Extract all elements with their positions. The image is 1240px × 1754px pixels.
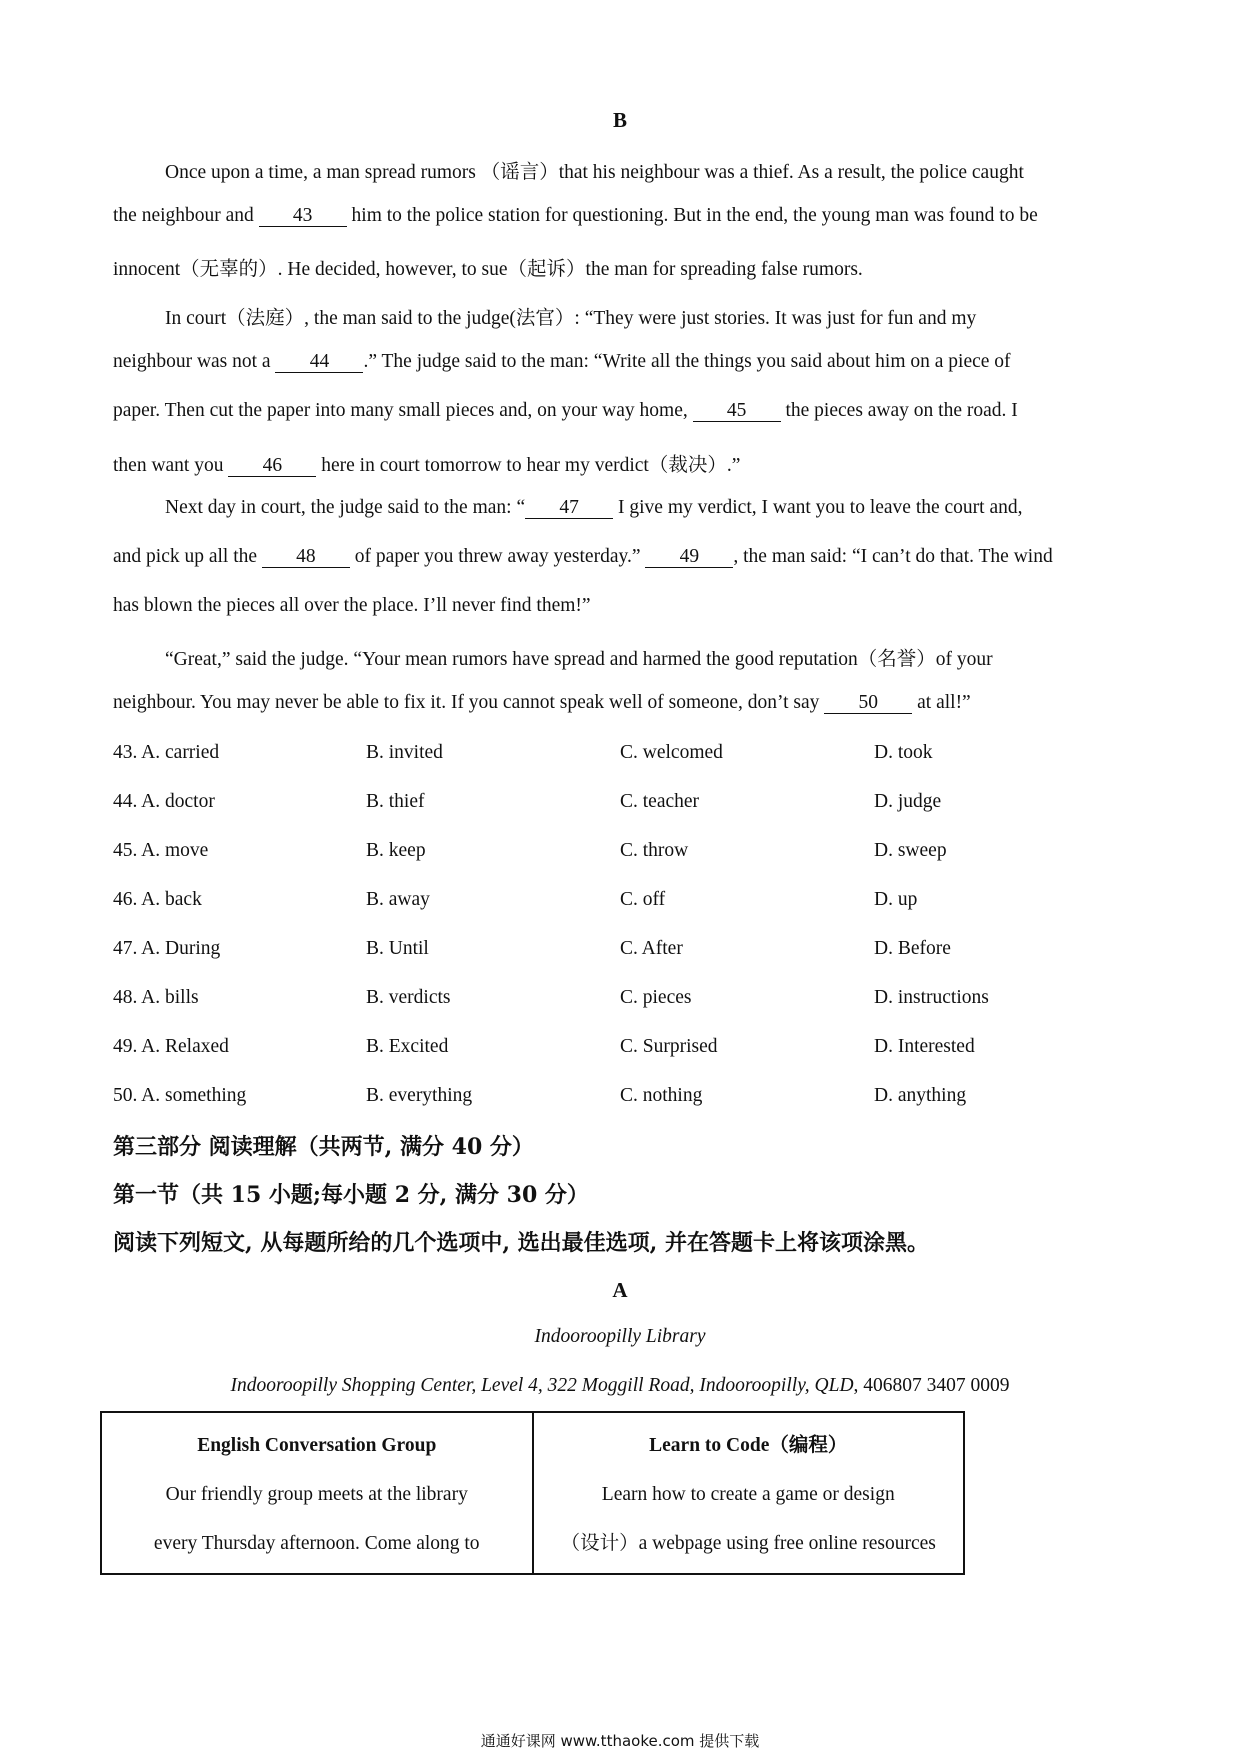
passage-b-p4-line1: “Great,” said the judge. “Your mean rumors have spread and harmed the good reputation（名誉）of your [165, 649, 993, 670]
text: .” The judge said to the man: “Write all the things you said about him on a piece of [363, 351, 1011, 372]
option-44-b: B. thief [366, 791, 425, 812]
option-48-a: 48. A. bills [113, 987, 199, 1008]
text: the neighbour and [113, 205, 259, 226]
option-49-d: D. Interested [874, 1036, 975, 1057]
option-50-b: B. everything [366, 1085, 473, 1106]
option-43-a: 43. A. carried [113, 742, 220, 763]
passage-b-p3-line2 [113, 546, 1053, 568]
activity-box-code [533, 1412, 965, 1574]
option-44-c: C. teacher [620, 791, 700, 812]
option-48-d: D. instructions [874, 987, 989, 1008]
text: , the man said: “I can’t do that. The wind [733, 546, 1053, 567]
option-46-a: 46. A. back [113, 889, 202, 910]
library-name: Indooroopilly Library [534, 1326, 706, 1347]
text: at all!” [912, 692, 971, 713]
activity-line: （设计）a webpage using free online resources [560, 1533, 936, 1554]
option-45-c: C. throw [620, 840, 689, 861]
blank-44: 44 [275, 352, 363, 373]
passage-a-heading: A [612, 1278, 628, 1302]
option-47-c: C. After [620, 938, 683, 959]
activity-title: English Conversation Group [197, 1435, 437, 1456]
text: paper. Then cut the paper into many small pieces and, on your way home, [113, 400, 693, 421]
option-49-a: 49. A. Relaxed [113, 1036, 229, 1057]
option-46-b: B. away [366, 889, 430, 910]
blank-46: 46 [228, 456, 316, 477]
blank-49: 49 [645, 547, 733, 568]
text: Next day in court, the judge said to the man: “ [165, 497, 526, 518]
option-49-b: B. Excited [366, 1036, 449, 1057]
option-46-c: C. off [620, 889, 666, 910]
passage-b-p1-line3: innocent（无辜的）. He decided, however, to sue（起诉）the man for spreading false rumors. [113, 259, 863, 280]
passage-b-p2-line2 [113, 351, 1011, 373]
option-45-d: D. sweep [874, 840, 947, 861]
passage-b-p3-line1 [165, 497, 1023, 519]
passage-b-p1-line1: Once upon a time, a man spread rumors （谣言）that his neighbour was a thief. As a result, the police caught [165, 162, 1024, 183]
option-50-c: C. nothing [620, 1085, 703, 1106]
passage-b-p1-line2 [113, 205, 1038, 227]
section3-instruction: 阅读下列短文, 从每题所给的几个选项中, 选出最佳选项, 并在答题卡上将该项涂黑。 [113, 1230, 929, 1256]
option-47-b: B. Until [366, 938, 429, 959]
section3-title: 第三部分 阅读理解（共两节, 满分 40 分） [113, 1134, 534, 1160]
option-45-a: 45. A. move [113, 840, 209, 861]
section3-subtitle: 第一节（共 15 小题;每小题 2 分, 满分 30 分） [113, 1182, 589, 1208]
option-48-c: C. pieces [620, 987, 692, 1008]
footer-watermark: 通通好课网 www.tthaoke.com 提供下载 [480, 1732, 760, 1750]
option-44-d: D. judge [874, 791, 942, 812]
blank-48: 48 [262, 547, 350, 568]
text: then want you [113, 455, 229, 476]
activity-line: Learn how to create a game or design [601, 1484, 895, 1505]
library-address-line [0, 1375, 1240, 1397]
option-43-d: D. took [874, 742, 933, 763]
passage-b-p4-line2 [113, 692, 971, 714]
option-50-d: D. anything [874, 1085, 967, 1106]
text: neighbour. You may never be able to fix it. If you cannot speak well of someone, don’t say [113, 692, 825, 713]
library-address: Indooroopilly Shopping Center, Level 4, 322 Moggill Road, Indooroopilly, QLD [230, 1375, 854, 1396]
passage-b-p2-line3 [113, 400, 1018, 422]
option-47-a: 47. A. During [113, 938, 221, 959]
activities-table [100, 1411, 965, 1575]
activity-box-english [101, 1412, 533, 1574]
blank-50: 50 [824, 693, 912, 714]
passage-b-p2-line1: In court（法庭）, the man said to the judge(法官）: “They were just stories. It was just for fun and my [165, 308, 977, 329]
blank-47: 47 [525, 498, 613, 519]
option-47-d: D. Before [874, 938, 951, 959]
text: neighbour was not a [113, 351, 276, 372]
option-49-c: C. Surprised [620, 1036, 718, 1057]
blank-43: 43 [259, 206, 347, 227]
option-44-a: 44. A. doctor [113, 791, 215, 812]
blank-45: 45 [693, 401, 781, 422]
text: I give my verdict, I want you to leave the court and, [613, 497, 1023, 518]
passage-b-p3-line3: has blown the pieces all over the place. I’ll never find them!” [113, 595, 591, 616]
text: of paper you threw away yesterday.” [349, 546, 646, 567]
option-45-b: B. keep [366, 840, 426, 861]
option-50-a: 50. A. something [113, 1085, 247, 1106]
text: him to the police station for questioning. But in the end, the young man was found to be [346, 205, 1038, 226]
text: and pick up all the [113, 546, 262, 567]
option-43-b: B. invited [366, 742, 443, 763]
library-phone: , 406807 3407 0009 [853, 1375, 1010, 1396]
activity-title: Learn to Code（编程） [649, 1435, 848, 1456]
passage-b-p2-line4 [113, 449, 740, 477]
passage-b-heading: B [612, 108, 627, 132]
text: the pieces away on the road. I [780, 400, 1018, 421]
text: here in court tomorrow to hear my verdict（裁决）.” [316, 455, 741, 476]
option-46-d: D. up [874, 889, 918, 910]
activity-line: Our friendly group meets at the library [165, 1484, 468, 1505]
option-43-c: C. welcomed [620, 742, 723, 763]
activity-line: every Thursday afternoon. Come along to [153, 1533, 480, 1554]
option-48-b: B. verdicts [366, 987, 451, 1008]
